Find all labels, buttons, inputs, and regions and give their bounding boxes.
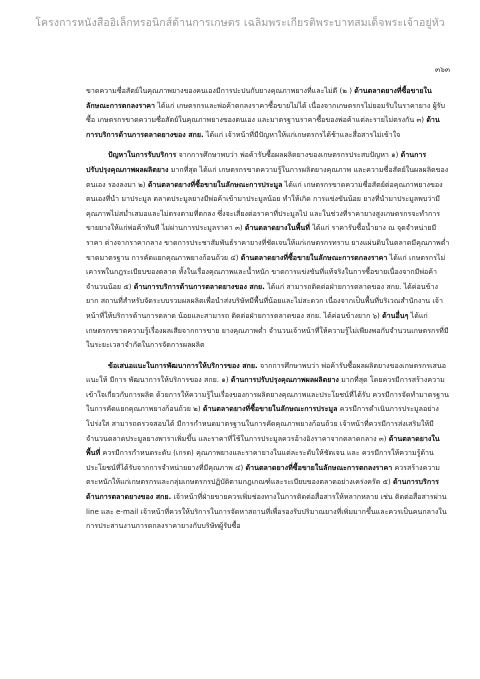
bold-heading-text: ด้านตลาดยางในพื้นที่ [244, 223, 310, 233]
bold-heading-text: ข้อเสนอแนะในการพัฒนาการให้บริการของ สกย. [108, 360, 258, 370]
bold-heading-text: ด้านอื่นๆ [382, 310, 409, 320]
paragraph-p1 [86, 84, 450, 142]
paragraph-text: ได้แก่ เกษตรกรและพ่อค้าตกลงราคาซื้อขายไม่ได้ เนื่องจากเกษตรกรไม่ยอมรับในราคายาง ผู้รับซื้อ เกษตรกรขาดความซื่อสัตย์ในคุณภาพยางของตนเอง และมาตรฐานราคาซื้อของพ่อค้าแต่ละรายไม่ตรงกัน ๓) [86, 100, 446, 125]
page-header: โครงการหนังสืออิเล็กทรอนิกส์ด้านการเกษตร เฉลิมพระเกียรติพระบาทสมเด็จพระเจ้าอยู่หัว [35, 17, 445, 29]
page-number: ๓๖๓ [434, 65, 450, 74]
bold-heading-text: ด้านตลาดยางที่ซื้อขายในลักษณะการตกลงราคา [245, 462, 393, 472]
bold-heading-text: ด้านการปรับปรุงคุณภาพผลผลิตยาง [86, 150, 427, 174]
bold-heading-text: ด้านการปรับปรุงคุณภาพผลผลิตยาง [230, 375, 339, 385]
paragraph-text: ควรมีการดำเนินการประมูลอย่างโปร่งใส สามารถตรวจสอบได้ มีการกำหนดมาตรฐานในการคัดคุณภาพยางก้อนถ้วย เจ้าหน้าที่ควรมีการส่งเสริมให้มีจำนวนตลาดประมูลยางพาราเพิ่มขึ้น และราคาที่ใช้ในการประมูลควรอ้างอิงราคาจากตลาดกลาง ๓) [86, 404, 439, 443]
bold-heading-text: ด้านการบริการด้านการตลาดยางของ สกย. [86, 115, 440, 139]
paragraph-text: ได้แก่ เกษตรกรไม่เคารพในกฎระเบียบของตลาด ทั้งในเรื่องคุณภาพและน้ำหนัก ขาดการแข่งขันที่แท้จริงในการซื้อขายเนื่องจากมีพ่อค้าจำนวนน้อย ๕) [86, 252, 446, 291]
bold-heading-text: ด้านตลาดยางที่ซื้อขายในลักษณะการประมูล [147, 179, 283, 189]
paragraph-text: ได้แก่ เกษตรกรขาดความซื่อสัตย์ต่อคุณภาพยางของตนเองที่นำ มาประมูล ตลาดประมูลยางมีพ่อค้าเข้ามาประมูลน้อย ทำให้เกิด การแข่งขันน้อย ยางที่นำมาประมูลพบว่ามีคุณภาพไม่สม่ำเสมอและไม่ตรงตามที่ตกลง ซึ่งจะเสี่ยงต่อราคาที่ประมูลไป และในช่วงที่ราคายางสูงเกษตรกรจะทำการขายยางให้แก่พ่อค้าทันที ไม่ผ่านการประมูลราคา ๓) [86, 179, 443, 233]
paragraph-text: มากที่สุด ได้แก่ เกษตรกรขาดความรู้ในการผลิตยางคุณภาพ และความซื่อสัตย์ในผลผลิตของตนเอง รองลงมา ๒) [86, 164, 449, 189]
paragraph-text: ขาดความซื่อสัตย์ในคุณภาพยางของคนเองมีการปะปนกับยางคุณภาพยางที่และไม่ดี (๒ ) [86, 86, 355, 95]
paragraph-p3 [86, 359, 450, 534]
bold-heading-text: ด้านตลาดยางที่ซื้อขายในลักษณะการตกลงราคา [240, 252, 388, 262]
bold-heading-text: ปัญหาในการรับบริการ [108, 150, 177, 160]
bold-heading-text: ด้านการบริการด้านการตลาดยางของ สกย. [86, 477, 439, 502]
bold-heading-text: ด้านการบริการด้านการตลาดยางของ สกย. [133, 281, 265, 291]
paragraph-text: ได้แก่ สามารถติดต่อฝ่ายการตลาดของ สกย. ได้ค่อนข้างยาก สถานที่สำหรับจัดระบบรวมผลผลิตเพื่อนำส่งบริษัทมีพื้นที่น้อยและไม่สะดวก เนื่องจากเป็นพื้นที่บริเวณสำนักงาน เจ้าหน้าที่ให้บริการด้านการตลาด น้อยและสามารถ ติดต่อฝ่ายการตลาดของ สกย. ได้ค่อนข้างยาก ๖) [86, 281, 443, 320]
body-text [86, 84, 450, 540]
paragraph-text: ควรมีการกำหนดระดับ (เกรด) คุณภาพยางและราคายางในแต่ละระดับให้ชัดเจน และ ควรมีการให้ความรู้ด้านประโยชน์ที่ได้รับจากการจำหน่ายยางที่มีคุณภาพ ๔) [86, 448, 434, 472]
paragraph-p2 [86, 148, 450, 352]
paragraph-text: ได้แก่ เกษตรกรขาดความรู้เรื่องผลเสียจากการขาย ยางคุณภาพต่ำ จำนวนเจ้าหน้าที่ให้ความรู้ไม่เพียงพอกับจำนวนเกษตรกรที่มีในระยะเวลาจำกัดในการจัดการผลผลิต [86, 310, 449, 350]
bold-heading-text: ด้านตลาดยางในพื้นที่ [86, 433, 440, 458]
paragraph-text: ได้แก่ เจ้าหน้าที่มีปัญหาให้แก่เกษตรกรได้ช้าและสื่อสารไม่เข้าใจ [203, 129, 401, 139]
paragraph-text: ได้แก่ ราคารับซื้อน้ำยาง ณ จุดจำหน่ายมีราคา ต่างจากราคากลาง ขาดการประชาสัมพันธ์ราคายางที่ชัดเจนให้แก่เกษตรกรทราบ ยางแผ่นดิบในตลาดมีคุณภาพต่ำ ขาดมาตรฐาน การคัดแยกคุณภาพยางก้อนถ้วย ๔) [86, 223, 450, 262]
paragraph-text: จากการศึกษาพบว่า พ่อค้ารับซื้อผลผลิตยางของเกษตรกรเสนอแนะให้ มีการ พัฒนาการให้บริการของ สกย. ๑) [86, 360, 446, 385]
paragraph-text: ควรสร้างความตระหนักให้แก่เกษตรกรและกลุ่มเกษตรกรปฏิบัติตามกฎเกณฑ์และระเบียบของตลาดอย่างเคร่งครัด ๕) [86, 462, 440, 487]
bold-heading-text: ด้านตลาดยางที่ซื้อขายในลักษณะการประมูล [202, 404, 338, 414]
paragraph-text: มากที่สุด โดยควรมีการสร้างความเข้าใจเกี่ยวกับการผลิต ด้วยการให้ความรู้ในเรื่องของการผลิตยางคุณภาพและประโยชน์ที่ได้รับ ควรมีการจัดทำมาตรฐานในการคัดแยกคุณภาพยางก้อนถ้วย ๒) [86, 375, 449, 414]
bold-heading-text: ด้านตลาดยางที่ซื้อขายในลักษณะการตกลงราคา [86, 86, 432, 110]
paragraph-text: จากการศึกษาพบว่า พ่อค้ารับซื้อผลผลิตยางของเกษตรกรประสบปัญหา ๑) [176, 150, 401, 160]
paragraph-text: เจ้าหน้าที่ฝ่ายขายควรเพิ่มช่องทางในการติดต่อสื่อสารให้หลากหลาย เช่น ติดต่อสื่อสารผ่าน line และ e-mail เจ้าหน้าที่ควรให้บริการในการจัดหาสถานที่เพื่อรองรับปริมาณยางที่เพิ่มมากขึ้นและควรเป็นคนกลางในการประสานงานการตกลงราคายางกับบริษัทผู้รับซื้อ [86, 492, 447, 531]
